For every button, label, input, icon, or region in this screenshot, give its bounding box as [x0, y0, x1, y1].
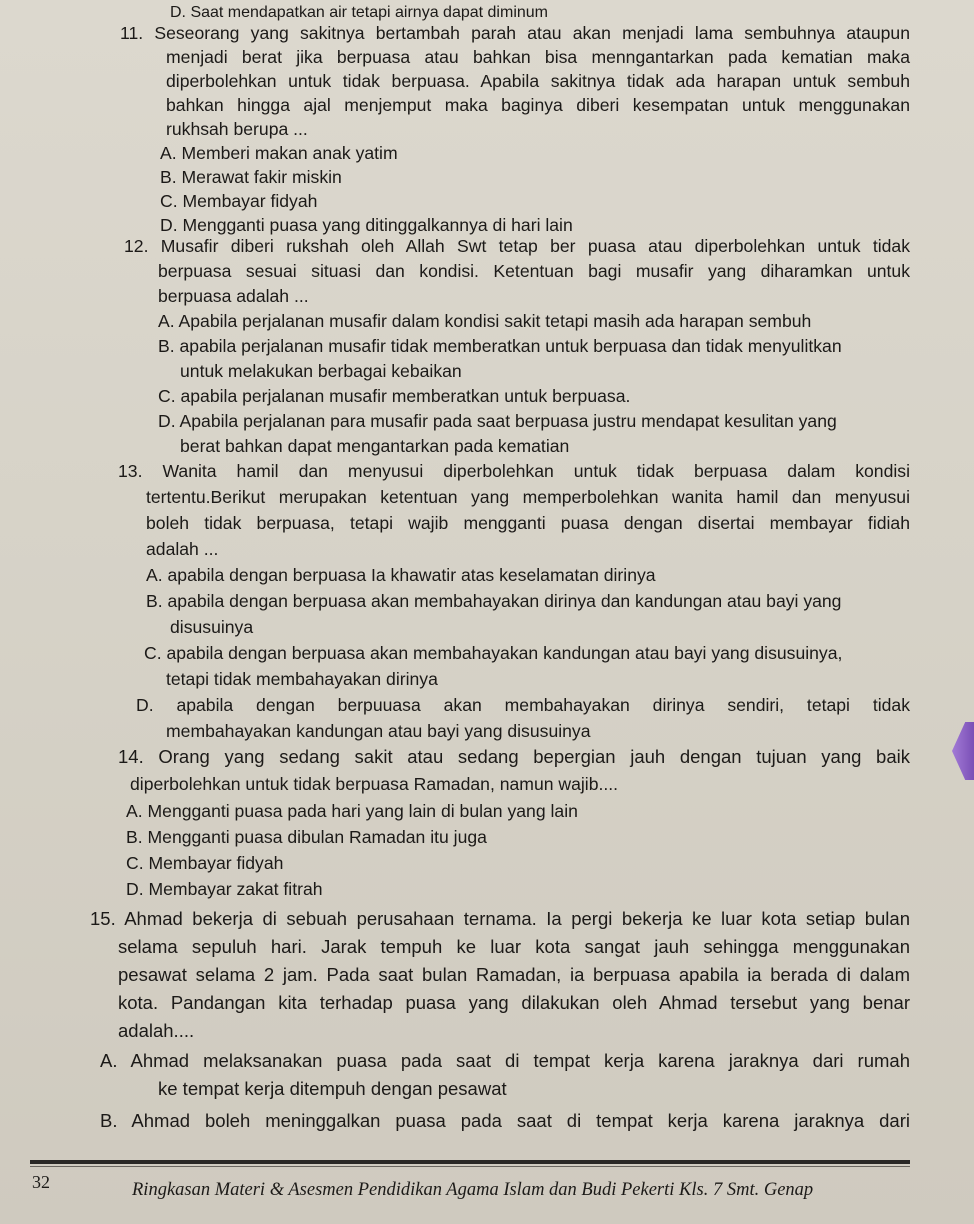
footer-rule — [30, 1160, 910, 1164]
option-d: D. Apabila perjalanan para musafir pada saat berpuasa justru mendapat kesulitan yang — [158, 411, 837, 431]
option-c: C. Membayar fidyah — [160, 191, 318, 211]
text-line: adalah ... — [146, 539, 219, 559]
option-b: B. apabila perjalanan musafir tidak memberatkan untuk berpuasa dan tidak menyulitkan — [158, 336, 842, 356]
text-line: disusuinya — [170, 617, 254, 637]
option-b: B. Mengganti puasa dibulan Ramadan itu juga — [126, 827, 487, 847]
text-line: ke tempat kerja ditempuh dengan pesawat — [158, 1078, 507, 1099]
text-line: menjadi berat jika berpuasa atau bahkan bisa menngantarkan pada kematian maka — [166, 47, 910, 67]
option-a: A. Mengganti puasa pada hari yang lain di bulan yang lain — [126, 801, 578, 821]
text-line: membahayakan kandungan atau bayi yang disusuinya — [166, 721, 591, 741]
question-11: 11. Seseorang yang sakitnya bertambah parah atau akan menjadi lama sembuhnya ataupun — [120, 23, 910, 43]
question-14: 14. Orang yang sedang sakit atau sedang bepergian jauh dengan tujuan yang baik — [118, 746, 910, 767]
text-line: kota. Pandangan kita terhadap puasa yang dilakukan oleh Ahmad tersebut yang benar — [118, 992, 910, 1013]
text-line: berpuasa adalah ... — [158, 286, 309, 306]
option-d: D. Mengganti puasa yang ditinggalkannya di hari lain — [160, 215, 573, 235]
text-line: diperbolehkan untuk tidak berpuasa. Apabila sakitnya tidak ada harapan untuk sembuh — [166, 71, 910, 91]
option-b: B. Merawat fakir miskin — [160, 167, 342, 187]
page-number: 32 — [32, 1172, 50, 1192]
book-title: Ringkasan Materi & Asesmen Pendidikan Agama Islam dan Budi Pekerti Kls. 7 Smt. Genap — [132, 1180, 814, 1200]
question-15: 15. Ahmad bekerja di sebuah perusahaan ternama. Ia pergi bekerja ke luar kota setiap bulan — [90, 908, 910, 929]
question-13: 13. Wanita hamil dan menyusui diperbolehkan untuk tidak berpuasa dalam kondisi — [118, 461, 910, 481]
footer-rule-thin — [30, 1166, 910, 1167]
text-line: untuk melakukan berbagai kebaikan — [180, 361, 462, 381]
option-c: C. Membayar fidyah — [126, 853, 284, 873]
text-line: boleh tidak berpuasa, tetapi wajib mengganti puasa dengan disertai membayar fidiah — [146, 513, 910, 533]
option-d: D. Membayar zakat fitrah — [126, 879, 323, 899]
text-line: tertentu.Berikut merupakan ketentuan yang memperbolehkan wanita hamil dan menyusui — [146, 487, 910, 507]
option-a: A. Apabila perjalanan musafir dalam kondisi sakit tetapi masih ada harapan sembuh — [158, 311, 812, 331]
option-c: C. apabila dengan berpuasa akan membahayakan kandungan atau bayi yang disusuinya, — [144, 643, 843, 663]
text-line: tetapi tidak membahayakan dirinya — [166, 669, 438, 689]
text-line: diperbolehkan untuk tidak berpuasa Ramadan, namun wajib.... — [130, 774, 619, 794]
option-b: B. apabila dengan berpuasa akan membahayakan dirinya dan kandungan atau bayi yang — [146, 591, 842, 611]
option-c: C. apabila perjalanan musafir memberatkan untuk berpuasa. — [158, 386, 631, 406]
text-line: adalah.... — [118, 1020, 195, 1041]
text-line: D. Saat mendapatkan air tetapi airnya dapat diminum — [170, 4, 548, 21]
option-a: A. Ahmad melaksanakan puasa pada saat di tempat kerja karena jaraknya dari rumah — [100, 1050, 910, 1071]
text-line: rukhsah berupa ... — [166, 119, 308, 139]
text-line: bahkan hingga ajal menjemput maka baginya diberi kesempatan untuk menggunakan — [166, 95, 910, 115]
question-12: 12. Musafir diberi rukshah oleh Allah Swt tetap ber puasa atau diperbolehkan untuk tidak — [124, 236, 910, 256]
option-a: A. apabila dengan berpuasa Ia khawatir atas keselamatan dirinya — [146, 565, 656, 585]
option-b: B. Ahmad boleh meninggalkan puasa pada saat di tempat kerja karena jaraknya dari — [100, 1110, 910, 1131]
option-d: D. apabila dengan berpuuasa akan membahayakan dirinya sendiri, tetapi tidak — [136, 695, 910, 715]
text-line: pesawat selama 2 jam. Pada saat bulan Ramadan, ia berpuasa apabila ia berada di dalam — [118, 964, 910, 985]
text-line: berpuasa sesuai situasi dan kondisi. Ketentuan bagi musafir yang diharamkan untuk — [158, 261, 910, 281]
bookmark-tab — [952, 722, 974, 780]
option-a: A. Memberi makan anak yatim — [160, 143, 398, 163]
text-line: selama sepuluh hari. Jarak tempuh ke luar kota sangat jauh sehingga menggunakan — [118, 936, 910, 957]
text-line: berat bahkan dapat mengantarkan pada kematian — [180, 436, 570, 456]
